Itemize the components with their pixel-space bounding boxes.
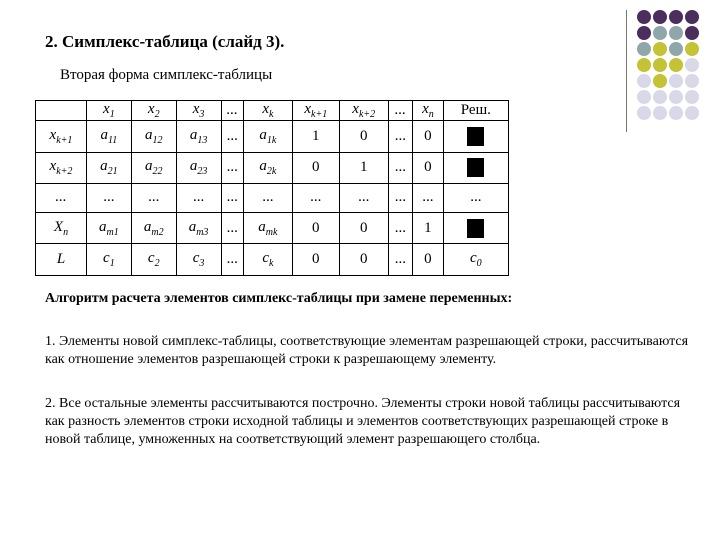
cell-base-text: ... — [226, 189, 238, 206]
decor-dot — [685, 74, 699, 88]
cell-base-text: ... — [310, 189, 322, 206]
cell-subscript: k+2 — [358, 109, 376, 120]
cell-base-text: ... — [226, 102, 238, 118]
cell-subscript: m3 — [196, 226, 209, 238]
cell-base-text: 0 — [312, 251, 320, 268]
column-header — [36, 101, 87, 121]
decor-dot — [669, 90, 683, 104]
decor-dot — [669, 26, 683, 40]
table-cell — [243, 244, 292, 276]
column-header — [443, 101, 508, 121]
table-row — [36, 212, 509, 244]
table-cell — [221, 152, 243, 184]
cell-subscript: 0 — [476, 258, 482, 270]
decor-dot — [669, 10, 683, 24]
cell-base-text: ... — [394, 251, 406, 268]
decor-dot — [653, 90, 667, 104]
cell-base-text: ... — [226, 127, 238, 144]
filled-square-block — [467, 127, 484, 146]
cell-subscript: mk — [265, 226, 278, 238]
cell-base-text: x — [352, 101, 359, 117]
table-cell — [86, 184, 131, 212]
slide-title: 2. Симплекс-таблица (слайд 3). — [45, 32, 285, 51]
table-cell — [221, 244, 243, 276]
decor-dot — [685, 106, 699, 120]
cell-base-text: ... — [226, 251, 238, 268]
cell-base-text: a — [99, 218, 107, 235]
cell-subscript: k+2 — [56, 166, 73, 178]
cell-subscript: 2k — [266, 166, 277, 178]
cell-base-text: ... — [226, 219, 238, 236]
cell-subscript: 23 — [197, 166, 208, 178]
cell-subscript: 13 — [197, 134, 208, 146]
table-cell — [339, 152, 388, 184]
cell-base-text: x — [103, 101, 110, 117]
decor-dot — [653, 26, 667, 40]
decor-dot — [653, 58, 667, 72]
cell-base-text: 0 — [359, 127, 368, 144]
decor-dot — [637, 26, 651, 40]
table-cell — [413, 212, 444, 244]
column-header — [292, 101, 339, 121]
filled-square-block — [467, 158, 484, 177]
cell-base-text: x — [304, 101, 312, 117]
cell-base-text: 0 — [312, 219, 320, 236]
table-cell — [413, 121, 444, 153]
cell-base-text: x — [422, 101, 429, 117]
cell-base-text: ... — [394, 219, 406, 236]
table-row — [36, 152, 509, 184]
cell-base-text: c — [470, 250, 477, 267]
cell-subscript: 12 — [152, 134, 163, 146]
decor-dot — [637, 90, 651, 104]
cell-base-text: x — [147, 101, 155, 117]
cell-base-text: a — [100, 126, 108, 143]
table-cell — [176, 244, 221, 276]
table-cell — [388, 121, 412, 153]
cell-base-text: X — [53, 218, 64, 235]
algorithm-step-2: 2. Все остальные элементы рассчитываются построчно. Элементы строки новой таблицы рассчитываются как разность элементов строки исходной таблицы и элементов соответствующих разрешающей строке в новой таблице, умноженных на соответствующий элемент разрешающего столбца. — [45, 396, 681, 447]
table-cell — [388, 244, 412, 276]
cell-base-text: 0 — [359, 251, 368, 268]
cell-base-text: c — [262, 250, 269, 267]
cell-base-text: ... — [148, 189, 160, 206]
table-cell — [243, 212, 292, 244]
table-cell — [339, 244, 388, 276]
table-row — [36, 121, 509, 153]
table-cell — [176, 152, 221, 184]
cell-subscript: 2 — [154, 258, 160, 270]
table-cell — [243, 184, 292, 212]
cell-base-text: a — [258, 218, 266, 235]
cell-base-text: 1 — [359, 159, 368, 176]
table-cell — [221, 184, 243, 212]
cell-base-text: ... — [394, 127, 406, 144]
table-cell — [443, 184, 508, 212]
table-cell — [176, 212, 221, 244]
simplex-table — [35, 100, 509, 276]
cell-subscript: 1k — [266, 134, 277, 146]
cell-base-text: a — [144, 126, 153, 143]
table-cell — [292, 244, 339, 276]
decor-dot-grid — [637, 10, 699, 120]
decor-dot — [637, 58, 651, 72]
table-cell — [443, 152, 508, 184]
table-cell — [86, 244, 131, 276]
table-cell — [292, 184, 339, 212]
decor-dot — [669, 58, 683, 72]
table-cell — [339, 212, 388, 244]
cell-subscript: 3 — [199, 258, 205, 270]
decor-dot — [685, 10, 699, 24]
cell-base-text: 0 — [359, 219, 368, 236]
cell-base-text: 0 — [312, 159, 320, 176]
cell-subscript: n — [428, 109, 434, 120]
decor-dot — [653, 10, 667, 24]
table-cell — [243, 121, 292, 153]
cell-base-text: c — [147, 250, 155, 267]
cell-base-text: a — [143, 218, 152, 235]
cell-base-text: ... — [358, 189, 370, 206]
cell-base-text: c — [103, 250, 110, 267]
cell-subscript: k+1 — [56, 134, 73, 146]
table-cell — [443, 121, 508, 153]
column-header — [339, 101, 388, 121]
cell-base-text: ... — [422, 189, 434, 206]
table-cell — [131, 212, 176, 244]
table-cell — [443, 212, 508, 244]
cell-base-text: 1 — [312, 127, 320, 144]
cell-base-text: 0 — [424, 127, 432, 144]
cell-subscript: n — [63, 226, 69, 238]
decor-dot — [685, 26, 699, 40]
cell-base-text: x — [49, 158, 57, 175]
table-cell — [176, 121, 221, 153]
decor-dot — [669, 106, 683, 120]
cell-base-text: a — [144, 158, 153, 175]
cell-base-text: 0 — [424, 159, 432, 176]
decor-divider-line — [626, 10, 627, 132]
decor-dot — [653, 42, 667, 56]
table-cell — [131, 184, 176, 212]
cell-base-text: c — [192, 250, 200, 267]
cell-subscript: 2 — [154, 109, 160, 120]
table-cell — [339, 184, 388, 212]
column-header — [221, 101, 243, 121]
cell-subscript: m1 — [106, 226, 119, 238]
column-header — [131, 101, 176, 121]
decor-dot — [669, 74, 683, 88]
cell-subscript: 3 — [199, 109, 205, 120]
decor-dot — [669, 42, 683, 56]
table-cell — [388, 212, 412, 244]
slide-subtitle: Вторая форма симплекс-таблицы — [60, 67, 273, 83]
table-cell — [86, 121, 131, 153]
table-row — [36, 184, 509, 212]
column-header — [86, 101, 131, 121]
row-header — [36, 212, 87, 244]
cell-base-text: a — [188, 218, 197, 235]
row-header — [36, 184, 87, 212]
cell-base-text: ... — [470, 189, 482, 206]
cell-base-text: a — [259, 158, 267, 175]
cell-subscript: k — [268, 109, 274, 120]
cell-base-text: a — [189, 158, 198, 175]
cell-base-text: ... — [262, 189, 274, 206]
cell-subscript: 11 — [108, 134, 118, 146]
table-cell — [388, 184, 412, 212]
row-header — [36, 121, 87, 153]
cell-base-text: a — [100, 158, 108, 175]
table-cell — [243, 152, 292, 184]
decor-dot — [685, 90, 699, 104]
cell-base-text: ... — [394, 189, 406, 206]
table-row — [36, 244, 509, 276]
cell-subscript: 1 — [109, 258, 115, 270]
cell-base-text: L — [56, 251, 66, 268]
table-cell — [339, 121, 388, 153]
table-cell — [413, 244, 444, 276]
column-header — [176, 101, 221, 121]
cell-subscript: k+1 — [311, 109, 328, 120]
cell-base-text: ... — [394, 159, 406, 176]
decor-dot — [685, 58, 699, 72]
algorithm-title: Алгоритм расчета элементов симплекс-таблицы при замене переменных: — [45, 291, 513, 306]
column-header — [388, 101, 412, 121]
cell-subscript: 1 — [109, 109, 115, 120]
decor-dot — [653, 106, 667, 120]
cell-subscript: m2 — [151, 226, 164, 238]
cell-base-text: x — [49, 126, 57, 143]
cell-base-text: ... — [103, 189, 115, 206]
cell-base-text: ... — [55, 189, 67, 206]
table-cell — [221, 212, 243, 244]
table-cell — [131, 121, 176, 153]
decor-dot — [685, 42, 699, 56]
table-cell — [413, 152, 444, 184]
table-cell — [131, 152, 176, 184]
filled-square-block — [467, 219, 484, 238]
cell-base-text: a — [189, 126, 198, 143]
table-cell — [292, 121, 339, 153]
cell-base-text: x — [262, 101, 269, 117]
column-header — [413, 101, 444, 121]
cell-subscript: 21 — [107, 166, 118, 178]
cell-base-text: 0 — [424, 251, 432, 268]
table-cell — [221, 121, 243, 153]
column-header — [243, 101, 292, 121]
cell-base-text: ... — [226, 159, 238, 176]
table-header-row — [36, 101, 509, 121]
row-header — [36, 244, 87, 276]
decor-dot — [637, 10, 651, 24]
table-cell — [131, 244, 176, 276]
cell-base-text: Реш. — [460, 102, 491, 118]
table-cell — [413, 184, 444, 212]
table-cell — [443, 244, 508, 276]
row-header — [36, 152, 87, 184]
decor-dot — [653, 74, 667, 88]
table-cell — [86, 212, 131, 244]
decor-dot — [637, 74, 651, 88]
decor-dot — [637, 106, 651, 120]
table-cell — [292, 212, 339, 244]
algorithm-step-1: 1. Элементы новой симплекс-таблицы, соответствующие элементам разрешающей строки, рассчитываются как отношение элементов разрешающей строки к разрешающему элементу. — [45, 334, 689, 367]
cell-subscript: 22 — [152, 166, 163, 178]
cell-base-text: a — [259, 126, 267, 143]
cell-base-text: 1 — [424, 219, 432, 236]
table-cell — [292, 152, 339, 184]
cell-subscript: k — [268, 258, 274, 270]
table-cell — [176, 184, 221, 212]
table-cell — [86, 152, 131, 184]
decor-dot — [637, 42, 651, 56]
table-cell — [388, 152, 412, 184]
cell-base-text: ... — [394, 102, 406, 118]
cell-base-text: ... — [192, 189, 205, 206]
cell-base-text: x — [192, 101, 200, 117]
